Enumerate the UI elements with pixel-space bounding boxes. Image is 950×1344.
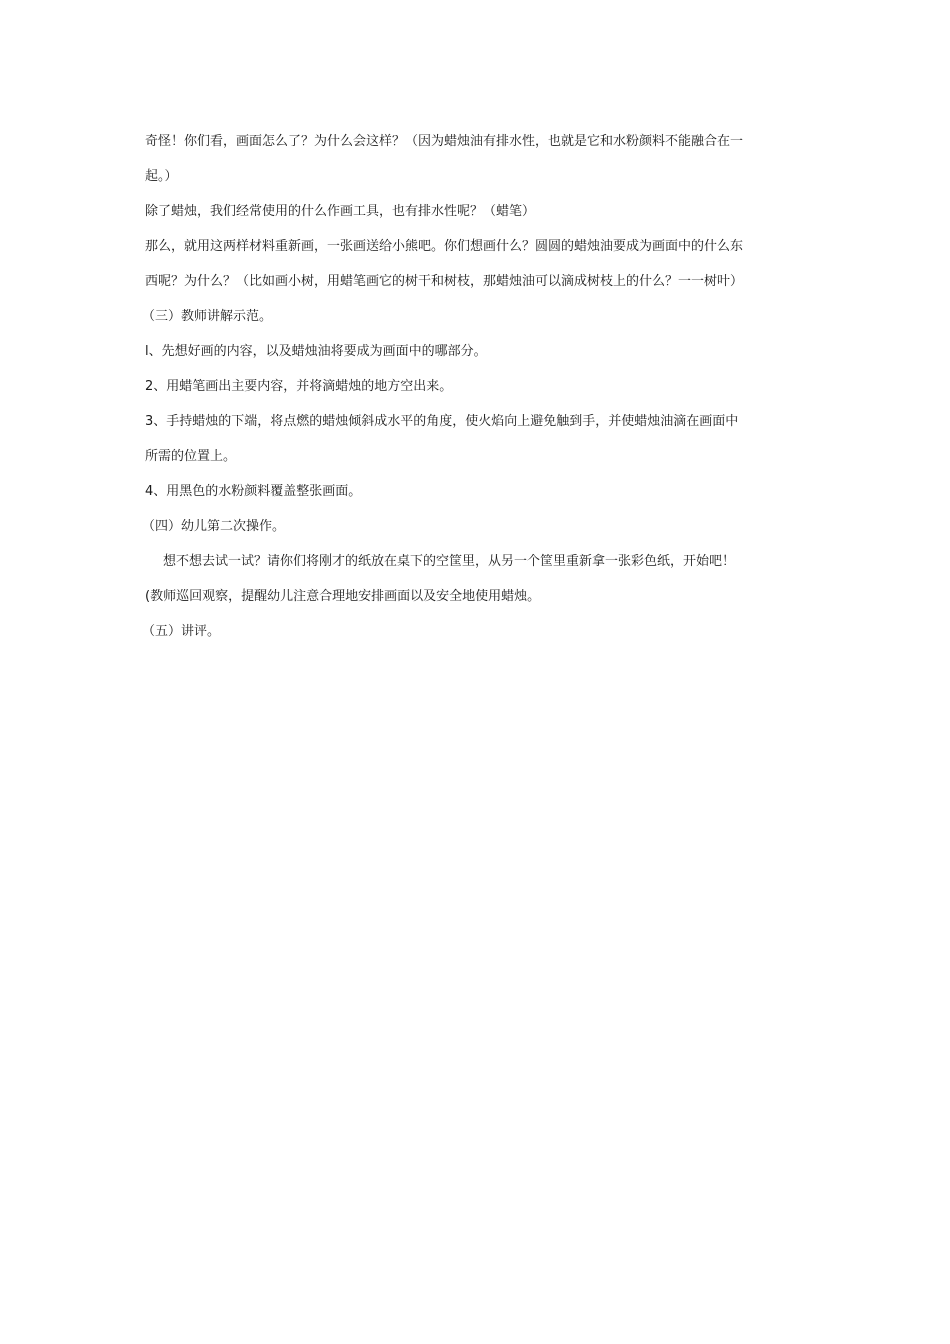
list-item: l、先想好画的内容，以及蜡烛油将要成为画面中的哪部分。 xyxy=(145,344,487,359)
section-heading: （五）讲评。 xyxy=(142,624,221,639)
paragraph-line: (教师巡回观察，提醒幼儿注意合理地安排画面以及安全地使用蜡烛。 xyxy=(145,589,541,604)
list-item: 3、手持蜡烛的下端，将点燃的蜡烛倾斜成水平的角度，使火焰向上避免触到手，并使蜡烛油滴在画面中 xyxy=(145,414,739,429)
list-item-continuation: 所需的位置上。 xyxy=(145,449,237,464)
paragraph-line: 起。） xyxy=(145,169,178,184)
section-heading: （四）幼儿第二次操作。 xyxy=(142,519,286,534)
paragraph-line: 那么，就用这两样材料重新画，一张画送给小熊吧。你们想画什么？圆圆的蜡烛油要成为画面中的什么东 xyxy=(145,239,744,254)
paragraph-line: 奇怪！你们看，画面怎么了？为什么会这样？（因为蜡烛油有排水性，也就是它和水粉颜料不能融合在一 xyxy=(145,134,744,149)
section-heading: （三）教师讲解示范。 xyxy=(142,309,273,324)
paragraph-line: 西呢？为什么？（比如画小树，用蜡笔画它的树干和树枝，那蜡烛油可以滴成树枝上的什么？一一树叶） xyxy=(145,274,744,289)
paragraph-line: 除了蜡烛，我们经常使用的什么作画工具，也有排水性呢？（蜡笔） xyxy=(145,204,536,219)
list-item: 4、用黑色的水粉颜料覆盖整张画面。 xyxy=(145,484,362,499)
list-item: 2、用蜡笔画出主要内容，并将滴蜡烛的地方空出来。 xyxy=(145,379,453,394)
paragraph-line: 想不想去试一试？请你们将刚才的纸放在桌下的空筐里，从另一个筐里重新拿一张彩色纸，开始吧！ xyxy=(163,554,736,569)
document-body xyxy=(142,124,813,649)
